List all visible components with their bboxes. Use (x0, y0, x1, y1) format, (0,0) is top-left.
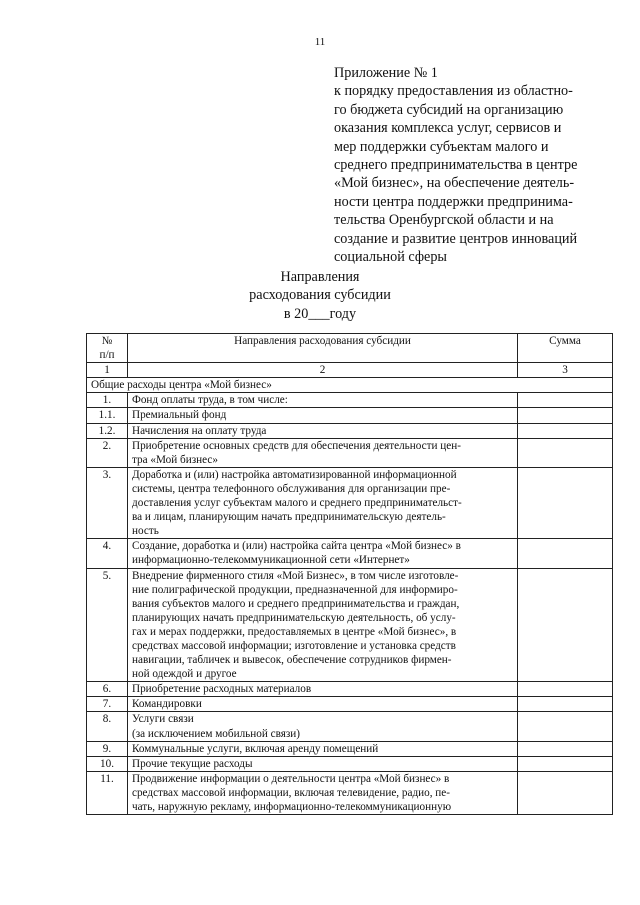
row-direction-cell (128, 697, 518, 712)
row-direction-cell (128, 408, 518, 423)
row-direction-line: средствах массовой информации, включая телевидение, радио, пе- (132, 786, 450, 799)
row-direction-line: Начисления на оплату труда (132, 424, 267, 437)
row-direction-line: Продвижение информации о деятельности центра «Мой бизнес» в (132, 772, 450, 785)
table-row (87, 568, 613, 682)
heading-line-1: Направления (280, 269, 360, 285)
table-row (87, 408, 613, 423)
table-row (87, 682, 613, 697)
row-direction-line: информационно-телекоммуникационной сети «Интернет» (132, 554, 410, 567)
row-direction-line: вания субъектов малого и среднего предпринимательства и граждан, (132, 597, 460, 610)
table-row (87, 539, 613, 568)
appendix-line: тельства Оренбургской области и на (334, 212, 554, 229)
row-sum-cell (518, 438, 613, 467)
appendix-line: среднего предпринимательства в центре (334, 157, 578, 174)
table-header-row (87, 334, 613, 363)
row-sum-cell (518, 408, 613, 423)
header-sum-cell: Сумма (518, 334, 613, 363)
row-direction-line: тра «Мой бизнес» (132, 453, 218, 466)
row-sum-cell (518, 697, 613, 712)
row-direction-line: средствах массовой информации; изготовление и установка средств (132, 639, 456, 652)
appendix-line: го бюджета субсидий на организацию (334, 101, 564, 118)
row-direction-line: Премиальный фонд (132, 409, 227, 422)
row-direction-line: доставления услуг субъектам малого и среднего предпринимательст- (132, 497, 462, 510)
row-sum-cell (518, 756, 613, 771)
table-row (87, 697, 613, 712)
row-direction-line: (за исключением мобильной связи) (132, 727, 300, 740)
row-direction-cell (128, 756, 518, 771)
table-row (87, 712, 613, 741)
appendix-title: Приложение № 1 (334, 65, 438, 81)
row-number-cell: 2. (87, 438, 128, 467)
header-direction-cell: Направления расходования субсидии (128, 334, 518, 363)
column-index-2: 2 (128, 363, 518, 378)
row-direction-line: Командировки (132, 698, 202, 711)
expense-directions-table (86, 333, 613, 815)
row-direction-cell (128, 438, 518, 467)
row-number-cell: 10. (87, 756, 128, 771)
row-sum-cell (518, 741, 613, 756)
row-number-cell: 7. (87, 697, 128, 712)
row-number-cell: 8. (87, 712, 128, 741)
row-direction-line: Создание, доработка и (или) настройка сайта центра «Мой бизнес» в (132, 540, 461, 553)
appendix-line: социальной сферы (334, 249, 447, 266)
row-direction-line: ние полиграфической продукции, предназначенной для информиро- (132, 583, 458, 596)
table-row (87, 741, 613, 756)
row-direction-line: Приобретение расходных материалов (132, 683, 312, 696)
row-sum-cell (518, 712, 613, 741)
heading-line-2: расходования субсидии (249, 287, 391, 304)
appendix-line: ности центра поддержки предпринима- (334, 193, 573, 210)
table-row (87, 423, 613, 438)
row-direction-cell (128, 682, 518, 697)
page-number: 11 (314, 36, 326, 48)
appendix-line: оказания комплекса услуг, сервисов и (334, 120, 562, 137)
table-row (87, 756, 613, 771)
row-direction-line: гах и мерах поддержки, предоставляемых в центре «Мой бизнес», в (132, 625, 457, 638)
appendix-line: «Мой бизнес», на обеспечение деятель- (334, 175, 575, 192)
row-number-cell: 1.1. (87, 408, 128, 423)
row-direction-cell (128, 467, 518, 538)
column-index-3: 3 (518, 363, 613, 378)
row-number-cell: 1. (87, 393, 128, 408)
table-row (87, 438, 613, 467)
row-number-cell: 9. (87, 741, 128, 756)
section-title-cell: Общие расходы центра «Мой бизнес» (87, 378, 613, 393)
appendix-line: к порядку предоставления из областно- (334, 83, 573, 100)
row-direction-line: системы, центра телефонного обслуживания для организации пре- (132, 482, 451, 495)
row-number-cell: 1.2. (87, 423, 128, 438)
row-sum-cell (518, 539, 613, 568)
row-sum-cell (518, 771, 613, 814)
row-number-cell: 5. (87, 568, 128, 682)
row-number-cell: 11. (87, 771, 128, 814)
row-direction-cell (128, 741, 518, 756)
row-direction-line: Коммунальные услуги, включая аренду помещений (132, 742, 379, 755)
row-number-cell: 3. (87, 467, 128, 538)
appendix-text (334, 82, 604, 266)
row-direction-line: Приобретение основных средств для обеспечения деятельности цен- (132, 439, 461, 452)
table-row (87, 467, 613, 538)
row-direction-line: Прочие текущие расходы (132, 757, 253, 770)
row-number-cell: 4. (87, 539, 128, 568)
row-sum-cell (518, 682, 613, 697)
row-direction-cell (128, 712, 518, 741)
heading-line-3: в 20___году (283, 305, 357, 322)
column-index-1: 1 (87, 363, 128, 378)
appendix-line: создание и развитие центров инноваций (334, 230, 578, 247)
table-row (87, 771, 613, 814)
appendix-block (334, 64, 604, 266)
column-index-row (87, 363, 613, 378)
row-direction-line: Доработка и (или) настройка автоматизированной информационной (132, 468, 457, 481)
appendix-line: мер поддержки субъектам малого и (334, 138, 549, 155)
row-sum-cell (518, 467, 613, 538)
row-direction-line: ность (132, 525, 159, 538)
row-direction-cell (128, 423, 518, 438)
row-sum-cell (518, 423, 613, 438)
header-number-line-1: № (101, 335, 113, 347)
row-direction-cell (128, 771, 518, 814)
row-direction-line: ва и лицам, планирующим начать предпринимательскую деятель- (132, 511, 446, 524)
row-direction-line: ной одеждой и другое (132, 668, 237, 681)
row-direction-line: Услуги связи (132, 713, 194, 726)
row-direction-line: навигации, табличек и вывесок, обеспечение сотрудников фирмен- (132, 654, 452, 667)
row-direction-line: Фонд оплаты труда, в том числе: (132, 394, 288, 407)
row-direction-cell (128, 539, 518, 568)
row-direction-line: Внедрение фирменного стиля «Мой Бизнес», в том числе изготовле- (132, 569, 459, 582)
row-sum-cell (518, 568, 613, 682)
header-number-cell (87, 334, 128, 363)
row-direction-cell (128, 393, 518, 408)
row-direction-line: чать, наружную рекламу, информационно-телекоммуникационную (132, 801, 452, 813)
section-title-row (87, 378, 613, 393)
header-number-line-2: п/п (99, 349, 115, 362)
row-direction-line: планирующих начать предпринимательскую деятельность, об услу- (132, 611, 456, 624)
document-heading (0, 268, 640, 323)
row-sum-cell (518, 393, 613, 408)
row-number-cell: 6. (87, 682, 128, 697)
table-row (87, 393, 613, 408)
row-direction-cell (128, 568, 518, 682)
